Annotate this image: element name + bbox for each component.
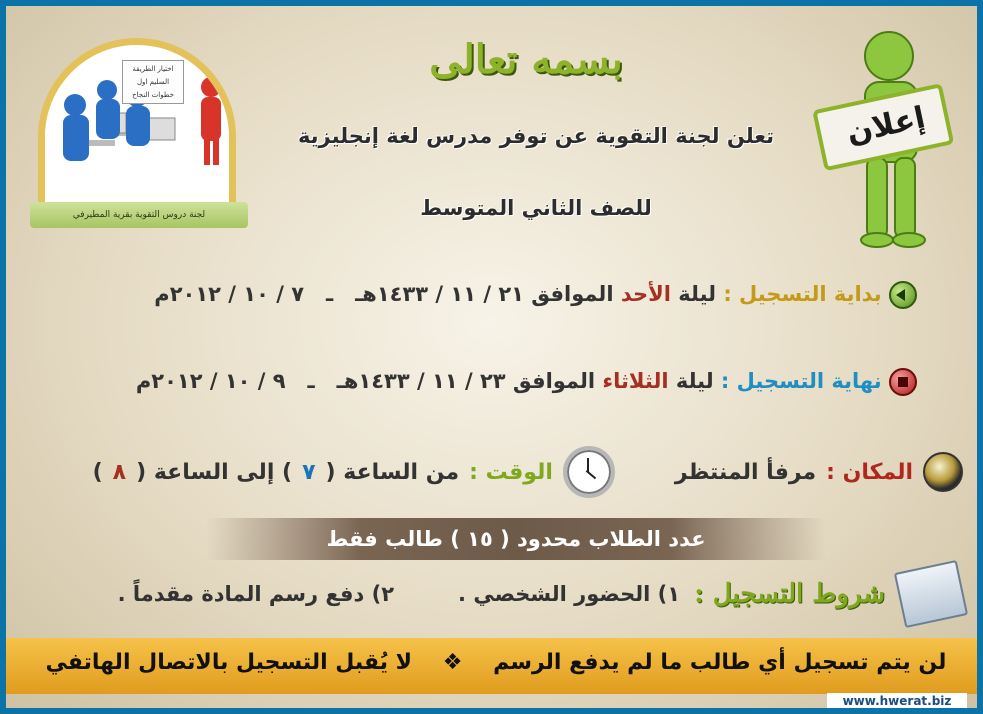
announcement-sign: إعلان [843,100,929,151]
time-close: ) [92,459,103,485]
end-separator: ـ [307,369,315,393]
site-url: www.hwerat.biz [827,693,967,708]
stop-icon [889,368,917,396]
board-line-2: السليم اول [136,78,170,86]
end-hijri: الموافق ٢٣ / ١١ / ١٤٣٣هـ [336,369,596,393]
time-to-value: ٨ [112,459,127,485]
logo-board [122,60,184,104]
start-row [154,281,917,309]
logo-ribbon: لجنة دروس التقوية بقرية المطيرفي [30,202,248,228]
start-greg: ٧ / ١٠ / ٢٠١٢م [154,282,305,306]
students-banner: عدد الطلاب محدود ( ١٥ ) طالب فقط [206,518,826,560]
condition-1: ١) الحضور الشخصي . [458,582,681,606]
conditions-label: شروط التسجيل : [694,579,885,609]
end-label: نهاية التسجيل : [720,369,882,393]
end-row [136,368,917,396]
board-line-3: خطوات النجاح [132,91,174,99]
condition-2: ٢) دفع رسم المادة مقدماً . [117,582,395,606]
notepad-icon [894,560,968,628]
footer-bullet-icon: ❖ [442,650,463,675]
time-to-text: ) إلى الساعة ( [136,459,293,485]
time-from-text: من الساعة ( [325,459,460,485]
end-day: الثلاثاء [602,369,669,393]
grade-line: للصف الثاني المتوسط [420,196,652,220]
page-title: بسمه تعالى [429,36,623,83]
start-separator: ـ [325,282,334,306]
conditions-row [118,566,963,622]
poster-canvas [6,6,977,708]
start-prefix: ليلة [678,282,717,306]
place-label: المكان : [826,459,913,485]
start-day: الأحد [620,282,671,306]
end-prefix: ليلة [675,369,714,393]
time-label: الوقت : [469,459,553,485]
start-hijri: الموافق ٢١ / ١١ / ١٤٣٣هـ [355,282,614,306]
place-time-row [93,446,963,498]
footer-part-2: لا يُقبل التسجيل بالاتصال الهاتفي [45,650,413,675]
play-icon [889,281,917,309]
announcement-line: تعلن لجنة التقوية عن توفر مدرس لغة إنجليزية [297,124,775,148]
end-greg: ٩ / ١٠ / ٢٠١٢م [135,369,286,393]
clock-icon [563,446,615,498]
time-from-value: ٧ [302,459,316,485]
place-value: مرفأ المنتظر [674,459,817,485]
footer-text [36,650,956,675]
announcement-figure [809,26,959,252]
board-line-1: اختيار الطريقة [132,65,174,73]
logo [30,32,248,232]
footer-part-1: لن يتم تسجيل أي طالب ما لم يدفع الرسم [493,650,947,675]
globe-icon [923,452,963,492]
start-label: بداية التسجيل : [723,282,882,306]
